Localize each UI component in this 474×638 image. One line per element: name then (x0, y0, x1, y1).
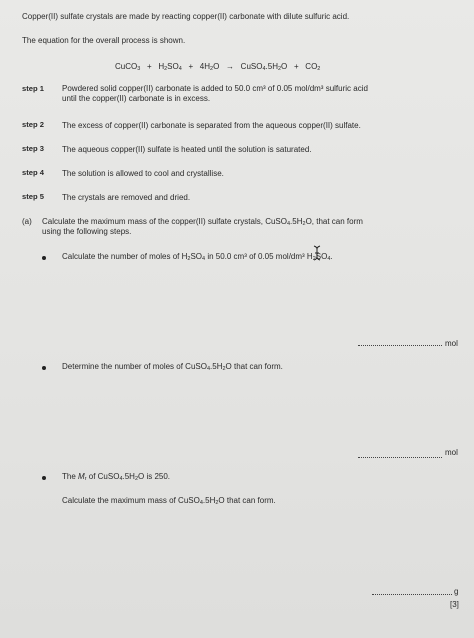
unit-label-3: g (454, 587, 459, 596)
step-text-cont: until the copper(II) carbonate is in excess. (62, 94, 211, 103)
chemical-equation (115, 62, 320, 72)
step-text: The aqueous copper(II) sulfate is heated until the solution is saturated. (62, 145, 312, 154)
step-label: step 3 (22, 144, 44, 153)
question-text-1: Calculate the maximum mass of the copper(II) sulfate crystals, $CuSO_4.5H_2O$, that can form (42, 217, 363, 227)
bullet-3-line-2: Calculate the maximum mass of $CuSO_4.5H_2O$ that can form. (62, 496, 276, 506)
bullet-dot (42, 366, 46, 370)
step-text: The solution is allowed to cool and crystallise. (62, 169, 224, 178)
eq-plus: + (188, 62, 194, 71)
bullet-dot (42, 476, 46, 480)
text-cursor-icon (312, 245, 322, 261)
answer-line-3[interactable] (372, 594, 452, 595)
step-text: The crystals are removed and dried. (62, 193, 191, 202)
unit-label-1: mol (445, 339, 458, 348)
bullet-3-text: The $M_r$ of $CuSO_4.5H_2O$ is 250. (62, 472, 171, 482)
eq-product-2: $CO_2$ (305, 62, 321, 72)
eq-product-1: $CuSO_4.5H_2O$ (240, 62, 288, 72)
step-label: step 1 (22, 84, 44, 93)
marks-label: [3] (450, 600, 459, 609)
intro-line-1: Copper(II) sulfate crystals are made by reacting copper(II) carbonate with dilute sulfuric acid. (22, 12, 350, 21)
step-label: step 5 (22, 192, 44, 201)
step-text: Powdered solid copper(II) carbonate is added to 50.0 cm³ of 0.05 mol/dm³ sulfuric acid (62, 84, 368, 93)
bullet-dot (42, 256, 46, 260)
eq-plus: + (293, 62, 299, 71)
eq-reactant-2: $H_2SO_4$ (158, 62, 182, 72)
bullet-2-text: Determine the number of moles of $CuSO_4.5H_2O$ that can form. (62, 362, 283, 372)
question-label: (a) (22, 217, 32, 226)
question-text-2: using the following steps. (42, 227, 132, 236)
eq-arrow: → (226, 62, 234, 71)
eq-plus: + (146, 62, 152, 71)
step-label: step 2 (22, 120, 44, 129)
eq-reactant-3: $4H_2O$ (199, 62, 220, 72)
intro-line-2: The equation for the overall process is shown. (22, 36, 186, 45)
answer-line-2[interactable] (358, 457, 442, 458)
step-label: step 4 (22, 168, 44, 177)
step-text: The excess of copper(II) carbonate is separated from the aqueous copper(II) sulfate. (62, 121, 361, 130)
bullet-1-text: Calculate the number of moles of $H_2SO_4$ in 50.0 cm³ of 0.05 mol/dm³ $H_2SO_4$. (62, 252, 333, 262)
eq-reactant-1: CuCO$_3$ (115, 62, 141, 72)
answer-line-1[interactable] (358, 345, 442, 346)
unit-label-2: mol (445, 448, 458, 457)
